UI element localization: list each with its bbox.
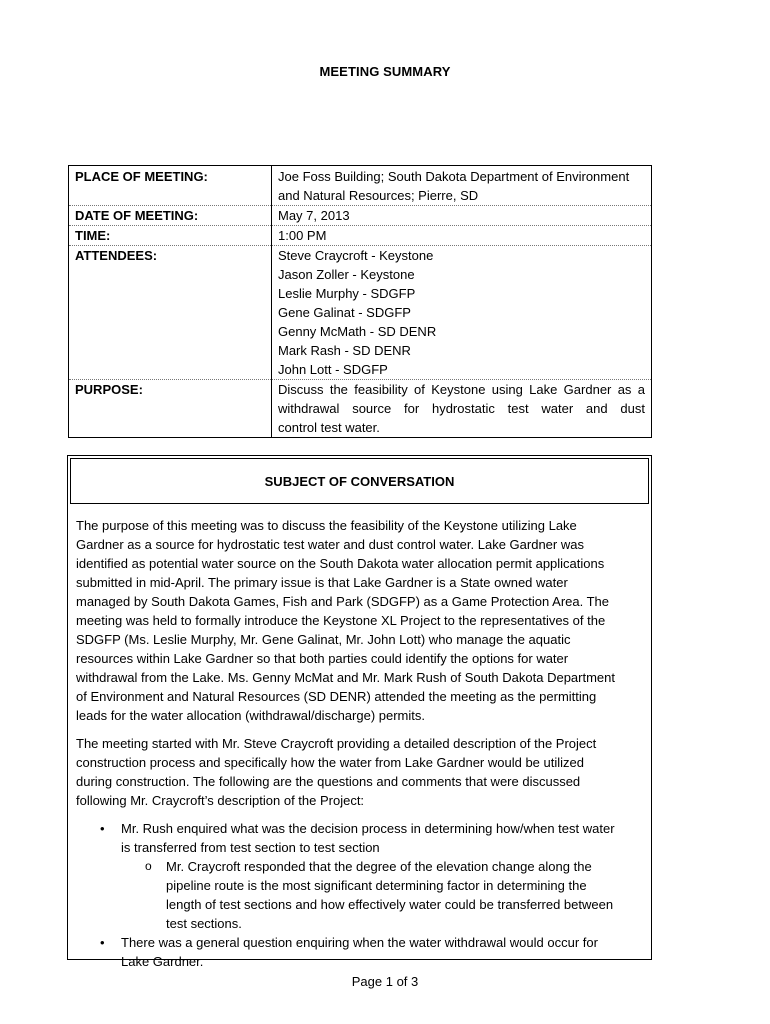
attendee: Steve Craycroft - Keystone [278,248,434,263]
text-line: The purpose of this meeting was to discuss the feasibility of the Keystone utilizing Lake [76,518,577,533]
text-line: following Mr. Craycroft’s description of the Project: [76,793,365,808]
text-line: during construction. The following are the questions and comments that were discussed [76,774,581,789]
date-value: May 7, 2013 [272,206,652,226]
text-line: withdrawal from the Lake. Ms. Genny McMat and Mr. Mark Rush of South Dakota Department [76,670,615,685]
place-label: PLACE OF MEETING: [69,166,272,206]
place-row [69,166,652,206]
attendees-row [69,246,652,380]
purpose-row [69,380,652,438]
time-row [69,226,652,246]
text-line: Mr. Craycroft responded that the degree of the elevation change along the [166,859,592,874]
purpose-value [272,380,652,438]
text-line: submitted in mid-April. The primary issue is that Lake Gardner is a State owned water [76,575,568,590]
place-line: Joe Foss Building; South Dakota Department of Environment [278,169,630,184]
time-value: 1:00 PM [272,226,652,246]
sub-list-item [121,857,644,933]
date-row [69,206,652,226]
text-line: construction process and specifically how the water from Lake Gardner would be utilized [76,755,584,770]
attendee: Genny McMath - SD DENR [278,324,437,339]
document-title: MEETING SUMMARY [319,64,451,79]
text-line: is transferred from test section to test section [121,840,380,855]
attendee: Mark Rash - SD DENR [278,343,411,358]
attendees-label: ATTENDEES: [69,246,272,380]
purpose-line: Discuss the feasibility of Keystone using Lake Gardner as a [278,382,645,397]
text-line: There was a general question enquiring when the water withdrawal would occur for [121,935,598,950]
date-label: DATE OF MEETING: [69,206,272,226]
place-line: and Natural Resources; Pierre, SD [278,188,479,203]
text-line: Lake Gardner. [121,954,204,969]
attendee: Leslie Murphy - SDGFP [278,286,416,301]
attendees-list [272,246,652,380]
text-line: length of test sections and how effectively water could be transferred between [166,897,614,912]
discussion-list [76,819,644,971]
text-line: Mr. Rush enquired what was the decision process in determining how/when test water [121,821,615,836]
text-line: SDGFP (Ms. Leslie Murphy, Mr. Gene Galinat, Mr. John Lott) who manage the aquatic [76,632,571,647]
purpose-line: control test water. [278,420,380,435]
subject-body [68,504,651,971]
paragraph-purpose [76,516,644,725]
text-line: meeting was held to formally introduce the Keystone XL Project to the representatives of the [76,613,606,628]
text-line: managed by South Dakota Games, Fish and Park (SDGFP) as a Game Protection Area. The [76,594,610,609]
list-item [76,933,644,971]
text-line: Gardner as a source for hydrostatic test water and dust control water. Lake Gardner was [76,537,584,552]
bullet-icon: • [100,935,105,950]
list-item [76,819,644,933]
subject-heading: SUBJECT OF CONVERSATION [70,458,649,504]
page-number: Page 1 of 3 [351,974,419,989]
attendee: Gene Galinat - SDGFP [278,305,411,320]
text-line: The meeting started with Mr. Steve Craycroft providing a detailed description of the Project [76,736,597,751]
meeting-info-table [68,165,652,438]
bullet-icon: • [100,821,105,836]
sub-list [121,857,644,933]
text-line: pipeline route is the most significant determining factor in determining the [166,878,587,893]
text-line: resources within Lake Gardner so that both parties could identify the options for water [76,651,569,666]
text-line: identified as potential water source on the South Dakota water allocation permit applications [76,556,605,571]
purpose-label: PURPOSE: [69,380,272,438]
text-line: of Environment and Natural Resources (SD DENR) attended the meeting as the permitting [76,689,597,704]
circle-bullet-icon: o [145,859,152,873]
text-line: test sections. [166,916,242,931]
attendee: John Lott - SDGFP [278,362,388,377]
purpose-line: withdrawal source for hydrostatic test water and dust [278,401,645,416]
time-label: TIME: [69,226,272,246]
attendee: Jason Zoller - Keystone [278,267,415,282]
subject-section [67,455,652,969]
text-line: leads for the water allocation (withdrawal/discharge) permits. [76,708,425,723]
paragraph-meeting-start [76,734,644,810]
place-value [272,166,652,206]
